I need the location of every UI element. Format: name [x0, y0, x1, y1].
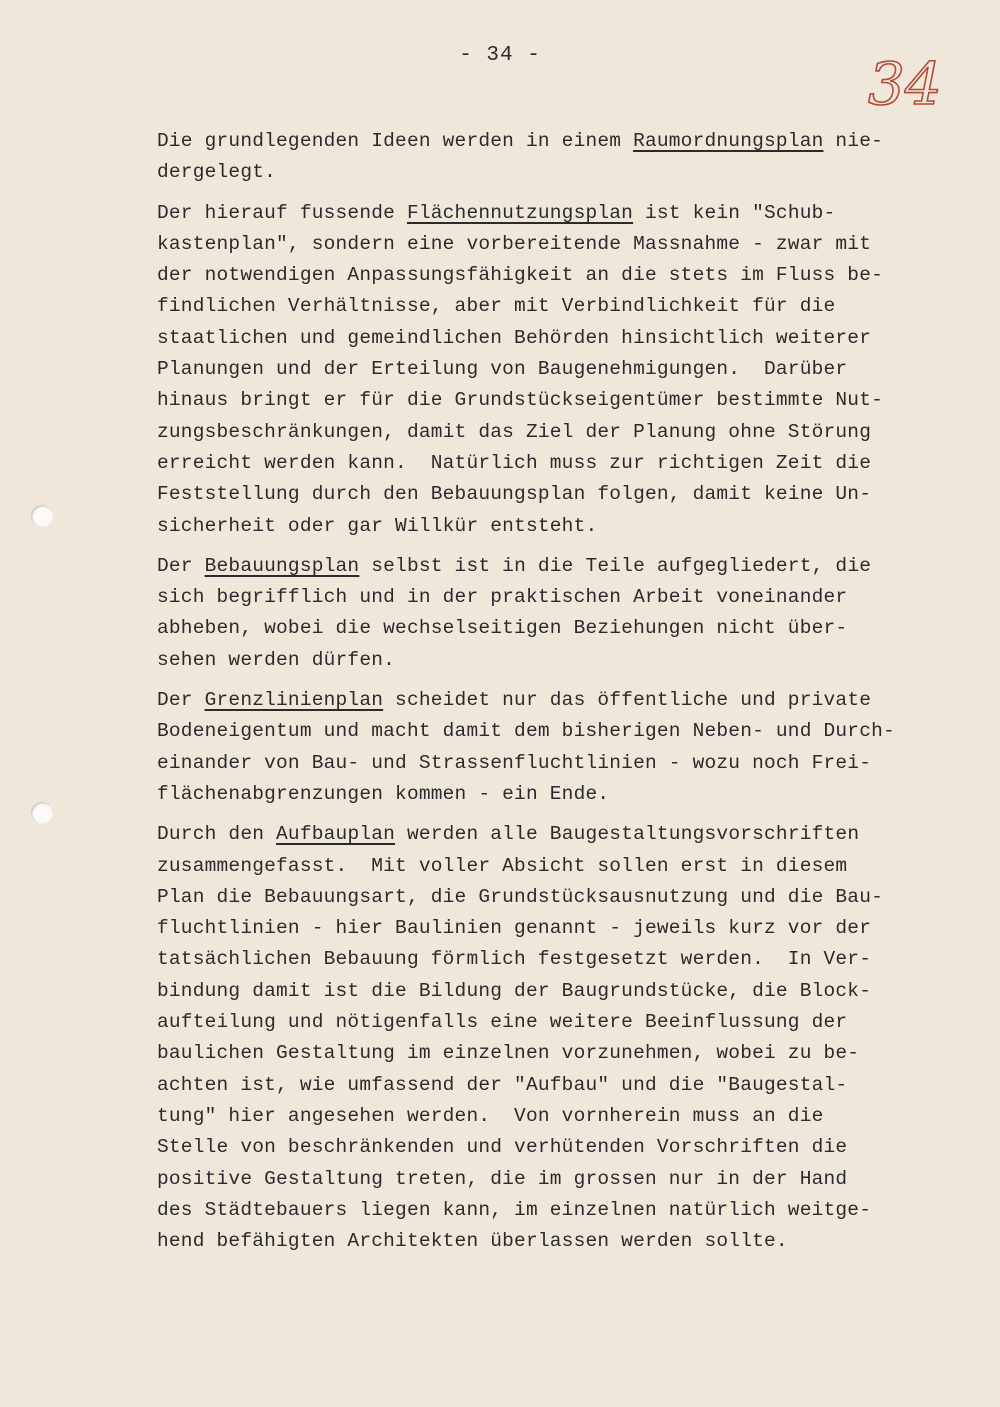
line-text-before: staatlichen und gemeindlichen Behörden hinsichtlich weiterer — [157, 326, 872, 349]
text-line — [157, 291, 957, 322]
handwritten-page-number — [862, 48, 972, 118]
text-line — [157, 260, 957, 291]
body-text — [157, 126, 957, 1266]
line-text-after: nie- — [823, 130, 884, 152]
line-text-before: bindung damit ist die Bildung der Baugrundstücke, die Block- — [157, 979, 872, 1002]
svg-text:34: 34 — [868, 50, 942, 118]
text-line — [157, 157, 957, 188]
text-line — [157, 126, 957, 157]
text-line — [157, 198, 957, 229]
line-text-after: ist kein "Schub- — [633, 201, 836, 224]
line-text-before: Der — [157, 689, 205, 712]
punch-hole-lower — [31, 802, 53, 824]
line-text-before: kastenplan", sondern eine vorbereitende Massnahme - zwar mit — [157, 232, 872, 255]
line-text-before: Die grundlegenden Ideen werden in einem — [157, 130, 634, 152]
underlined-term: Flächennutzungsplan — [406, 201, 634, 224]
paragraph — [157, 551, 957, 676]
line-text-before: Durch den — [157, 823, 277, 846]
underlined-term: Aufbauplan — [276, 823, 396, 846]
line-text-before: abheben, wobei die wechselseitigen Beziehungen nicht über- — [157, 617, 848, 640]
line-text-before: Der — [157, 554, 205, 577]
text-line — [157, 1164, 957, 1195]
text-line — [157, 448, 957, 479]
line-text-before: sich begrifflich und in der praktischen Arbeit voneinander — [157, 586, 848, 609]
text-line — [157, 1101, 957, 1132]
line-text-before: achten ist, wie umfassend der "Aufbau" und die "Baugestal- — [157, 1073, 848, 1096]
line-text-after: werden alle Baugestaltungsvorschriften — [395, 823, 860, 846]
text-line — [157, 479, 957, 510]
text-line — [157, 582, 957, 613]
text-line — [157, 851, 957, 882]
text-line — [157, 613, 957, 644]
line-text-before: tatsächlichen Bebauung förmlich festgesetzt werden. In Ver- — [157, 948, 872, 971]
text-line — [157, 645, 957, 676]
line-text-after: selbst ist in die Teile aufgegliedert, die — [359, 554, 872, 577]
text-line — [157, 1007, 957, 1038]
text-line — [157, 417, 957, 448]
text-line — [157, 323, 957, 354]
text-line — [157, 685, 957, 716]
line-text-before: baulichen Gestaltung im einzelnen vorzunehmen, wobei zu be- — [157, 1042, 860, 1065]
text-line — [157, 1226, 957, 1257]
line-text-before: Planungen und der Erteilung von Baugenehmigungen. Darüber — [157, 358, 848, 381]
line-text-before: zusammengefasst. Mit voller Absicht sollen erst in diesem — [157, 854, 848, 877]
line-text-before: fluchtlinien - hier Baulinien genannt - jeweils kurz vor der — [157, 917, 872, 940]
line-text-before: dergelegt. — [157, 161, 277, 184]
line-text-before: erreicht werden kann. Natürlich muss zur richtigen Zeit die — [157, 451, 872, 474]
line-text-before: tung" hier angesehen werden. Von vornherein muss an die — [157, 1104, 824, 1127]
line-text-before: aufteilung und nötigenfalls eine weitere Beeinflussung der — [157, 1011, 848, 1034]
line-text-before: Bodeneigentum und macht damit dem bisherigen Neben- und Durch- — [157, 720, 895, 743]
punch-hole-upper — [31, 505, 53, 527]
line-text-before: positive Gestaltung treten, die im grossen nur in der Hand — [157, 1167, 848, 1190]
paragraph — [157, 126, 957, 189]
text-line — [157, 976, 957, 1007]
line-text-before: findlichen Verhältnisse, aber mit Verbindlichkeit für die — [157, 295, 836, 318]
line-text-after: scheidet nur das öffentliche und private — [383, 689, 872, 712]
text-line — [157, 716, 957, 747]
text-line — [157, 944, 957, 975]
text-line — [157, 1070, 957, 1101]
line-text-before: Plan die Bebauungsart, die Grundstücksausnutzung und die Bau- — [157, 885, 884, 908]
text-line — [157, 779, 957, 810]
paragraph — [157, 685, 957, 810]
text-line — [157, 1038, 957, 1069]
underlined-term: Grenzlinienplan — [204, 689, 384, 712]
text-line — [157, 354, 957, 385]
line-text-before: zungsbeschränkungen, damit das Ziel der Planung ohne Störung — [157, 420, 872, 443]
text-line — [157, 1195, 957, 1226]
line-text-before: hend befähigten Architekten überlassen werden sollte. — [157, 1230, 788, 1253]
line-text-before: sicherheit oder gar Willkür entsteht. — [157, 514, 598, 537]
line-text-before: flächenabgrenzungen kommen - ein Ende. — [157, 782, 610, 805]
text-line — [157, 882, 957, 913]
line-text-before: einander von Bau- und Strassenfluchtlinien - wozu noch Frei- — [157, 751, 872, 774]
text-line — [157, 819, 957, 850]
text-line — [157, 229, 957, 260]
line-text-before: der notwendigen Anpassungsfähigkeit an die stets im Fluss be- — [157, 264, 884, 287]
line-text-before: des Städtebauers liegen kann, im einzelnen natürlich weitge- — [157, 1198, 872, 1221]
line-text-before: Stelle von beschränkenden und verhütenden Vorschriften die — [157, 1136, 848, 1159]
underlined-term: Bebauungsplan — [204, 554, 360, 577]
line-text-before: Der hierauf fussende — [157, 201, 407, 224]
line-text-before: sehen werden dürfen. — [157, 648, 396, 671]
paragraph — [157, 819, 957, 1257]
paragraph — [157, 198, 957, 542]
text-line — [157, 511, 957, 542]
text-line — [157, 913, 957, 944]
line-text-before: hinaus bringt er für die Grundstückseigentümer bestimmte Nut- — [157, 389, 884, 412]
text-line — [157, 748, 957, 779]
text-line — [157, 385, 957, 416]
page-number: - 34 - — [459, 44, 541, 67]
text-line — [157, 1132, 957, 1163]
line-text-before: Feststellung durch den Bebauungsplan folgen, damit keine Un- — [157, 483, 872, 506]
underlined-term: Raumordnungsplan — [633, 130, 824, 152]
text-line — [157, 551, 957, 582]
